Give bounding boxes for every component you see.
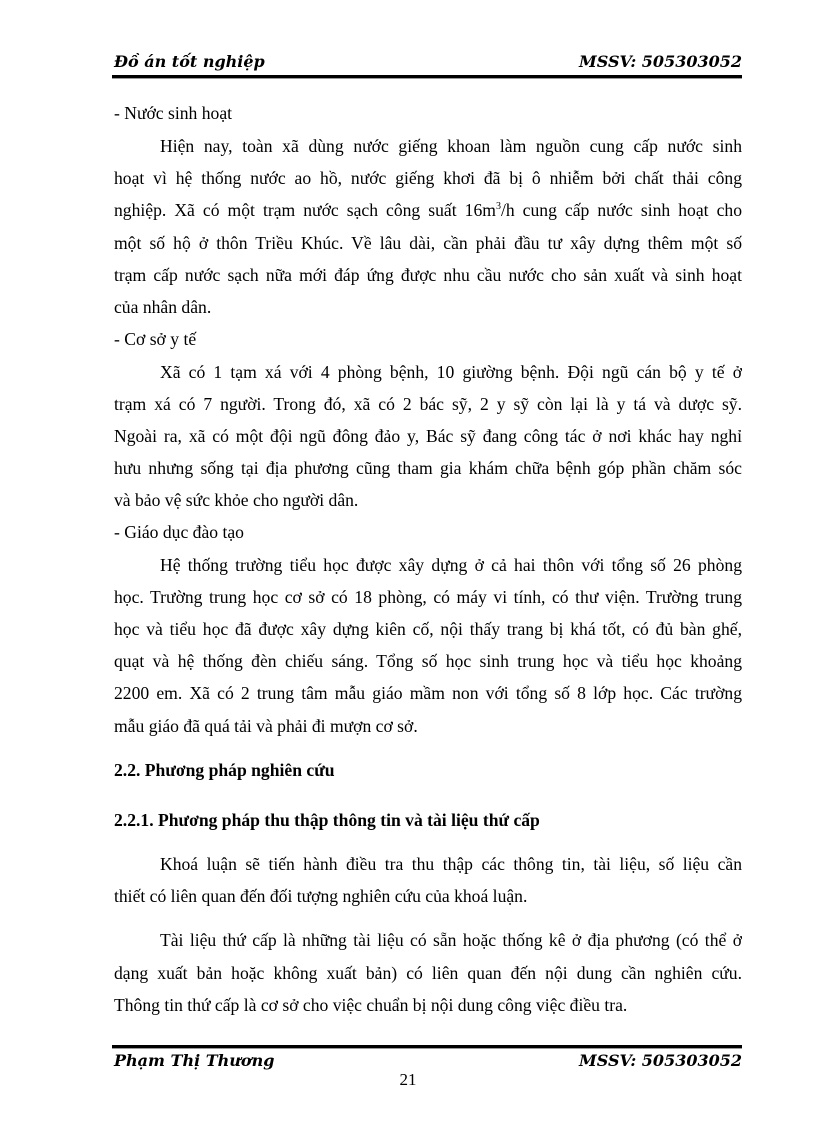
line-text: - Giáo dục đào tạo bbox=[114, 522, 244, 542]
text-line bbox=[114, 425, 742, 447]
line-text: và bảo vệ sức khỏe cho người dân. bbox=[114, 490, 359, 510]
text-line bbox=[160, 361, 742, 383]
text-line bbox=[114, 715, 742, 737]
text-line bbox=[114, 521, 742, 543]
line-text: quạt và hệ thống đèn chiếu sáng. Tổng số học sinh trung học và tiểu học khoảng bbox=[114, 651, 742, 671]
line-text: hưu nhưng sống tại địa phương cũng tham gia khám chữa bệnh góp phần chăm sóc bbox=[114, 458, 742, 478]
text-line bbox=[160, 929, 742, 951]
line-text: Xã có 1 tạm xá với 4 phòng bệnh, 10 giường bệnh. Đội ngũ cán bộ y tế ở bbox=[160, 362, 742, 382]
text-line bbox=[114, 457, 742, 479]
line-text: Hiện nay, toàn xã dùng nước giếng khoan làm nguồn cung cấp nước sinh bbox=[160, 136, 742, 156]
text-line bbox=[114, 296, 742, 318]
section-heading bbox=[114, 759, 742, 781]
line-text: 2.2.1. Phương pháp thu thập thông tin và tài liệu thứ cấp bbox=[114, 810, 540, 830]
text-line bbox=[114, 682, 742, 704]
line-text: nghiệp. Xã có một trạm nước sạch công suất 16m bbox=[114, 200, 496, 220]
line-text: Tài liệu thứ cấp là những tài liệu có sẵn hoặc thống kê ở địa phương (có thể ở bbox=[160, 930, 742, 950]
text-line bbox=[114, 232, 742, 254]
line-text: 2200 em. Xã có 2 trung tâm mẫu giáo mầm non với tổng số 8 lớp học. Các trường bbox=[114, 683, 742, 703]
text-line bbox=[114, 102, 742, 124]
line-text: học. Trường trung học cơ sở có 18 phòng, có máy vi tính, có thư viện. Trường trung bbox=[114, 587, 742, 607]
line-text: Hệ thống trường tiểu học được xây dựng ở cả hai thôn với tổng số 26 phòng bbox=[160, 555, 742, 575]
header-title: Đồ án tốt nghiệp bbox=[114, 52, 265, 71]
line-text: trạm xá có 7 người. Trong đó, xã có 2 bác sỹ, 2 y sỹ còn lại là y tá và dược sỹ. bbox=[114, 394, 742, 414]
line-text: Thông tin thứ cấp là cơ sở cho việc chuẩn bị nội dung công việc điều tra. bbox=[114, 995, 628, 1015]
line-text-continued: /h cung cấp nước sinh hoạt cho bbox=[500, 200, 742, 220]
line-text: hoạt vì hệ thống nước ao hồ, nước giếng khơi đã bị ô nhiễm bởi chất thải công bbox=[114, 168, 742, 188]
footer-rule bbox=[112, 1045, 742, 1049]
section-heading bbox=[114, 809, 742, 831]
line-text: - Nước sinh hoạt bbox=[114, 103, 233, 123]
text-line bbox=[114, 393, 742, 415]
line-text: một số hộ ở thôn Triều Khúc. Về lâu dài, cần phải đầu tư xây dựng thêm một số bbox=[114, 233, 742, 253]
text-line bbox=[114, 199, 742, 221]
header-rule bbox=[112, 75, 742, 79]
text-line bbox=[160, 135, 742, 157]
text-line bbox=[114, 994, 742, 1016]
line-text: - Cơ sở y tế bbox=[114, 329, 197, 349]
text-line bbox=[114, 264, 742, 286]
text-line bbox=[160, 853, 742, 875]
line-text: Ngoài ra, xã có một đội ngũ đông đảo y, Bác sỹ đang công tác ở nơi khác hay nghỉ bbox=[114, 426, 742, 446]
text-line bbox=[114, 618, 742, 640]
footer-student-id: MSSV: 505303052 bbox=[579, 1051, 742, 1070]
text-line bbox=[114, 962, 742, 984]
line-text: học và tiểu học đã được xây dựng kiên cố, nội thấy trang bị khá tốt, có đủ bàn ghế, bbox=[114, 619, 742, 639]
line-text: trạm cấp nước sạch nữa mới đáp ứng được nhu cầu nước cho sản xuất và sinh hoạt bbox=[114, 265, 742, 285]
line-text: của nhân dân. bbox=[114, 297, 212, 317]
header-student-id: MSSV: 505303052 bbox=[579, 52, 742, 71]
text-line bbox=[114, 328, 742, 350]
text-line bbox=[114, 885, 742, 907]
text-line bbox=[114, 489, 742, 511]
text-line bbox=[160, 554, 742, 576]
superscript: 3 bbox=[495, 201, 501, 213]
text-line bbox=[114, 167, 742, 189]
line-text: dạng xuất bản hoặc không xuất bản) có liên quan đến nội dung cần nghiên cứu. bbox=[114, 963, 742, 983]
line-text: thiết có liên quan đến đối tượng nghiên cứu của khoá luận. bbox=[114, 886, 528, 906]
text-line bbox=[114, 586, 742, 608]
line-text: mẫu giáo đã quá tải và phải đi mượn cơ sở. bbox=[114, 716, 418, 736]
footer-author: Phạm Thị Thương bbox=[114, 1051, 275, 1070]
page-number: 21 bbox=[399, 1070, 417, 1089]
line-text: Khoá luận sẽ tiến hành điều tra thu thập các thông tin, tài liệu, số liệu cần bbox=[160, 854, 742, 874]
line-text: 2.2. Phương pháp nghiên cứu bbox=[114, 760, 335, 780]
text-line bbox=[114, 650, 742, 672]
